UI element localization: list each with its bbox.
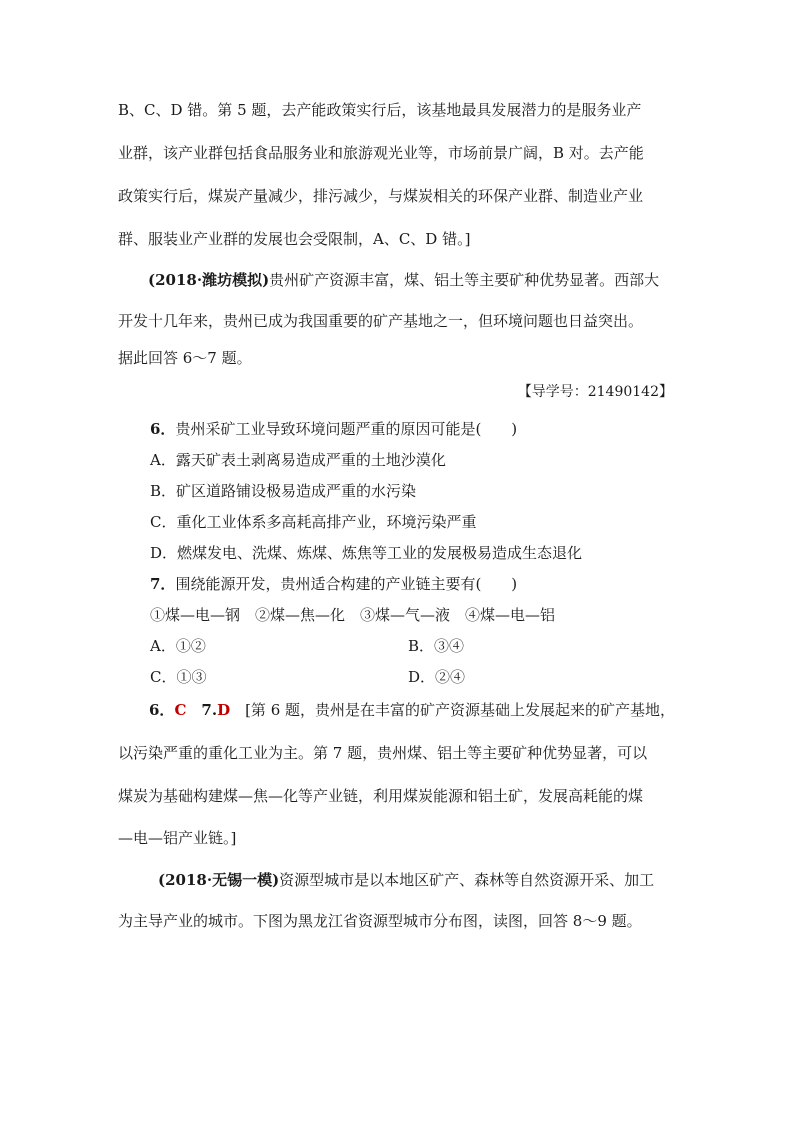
question-7-option-c: C．①③ — [150, 668, 207, 686]
answer-text-1: [第 6 题，贵州是在丰富的矿产资源基础上发展起来的矿产基地， — [245, 701, 676, 719]
explanation-line-4: 群、服装业产业群的发展也会受限制，A、C、D 错。] — [118, 230, 471, 248]
question-7-stem: 围绕能源开发，贵州适合构建的产业链主要有( ) — [175, 575, 518, 593]
explanation-line-3: 政策实行后，煤炭产量减少，排污减少，与煤炭相关的环保产业群、制造业产业 — [118, 187, 644, 205]
explanation-line-1: B、C、D 错。第 5 题，去产能政策实行后，该基地最具发展潜力的是服务业产 — [118, 101, 642, 119]
intro2-line-2: 为主导产业的城市。下图为黑龙江省资源型城市分布图，读图，回答 8～9 题。 — [118, 912, 642, 930]
question-6 — [150, 414, 517, 445]
answer-line-3: 煤炭为基础构建煤—焦—化等产业链，利用煤炭能源和铝土矿，发展高耗能的煤 — [118, 787, 644, 805]
question-7-options-row-1 — [150, 631, 465, 662]
answer-line-1 — [118, 692, 676, 728]
answer-7-label: 7. — [201, 701, 218, 719]
intro-line-3: 据此回答 6～7 题。 — [118, 349, 252, 367]
question-7 — [150, 569, 517, 600]
study-number: 【导学号：21490142】 — [517, 384, 673, 400]
intro-line-1 — [118, 262, 676, 298]
question-6-option-d: D．燃煤发电、洗煤、炼煤、炼焦等工业的发展极易造成生态退化 — [150, 544, 583, 562]
answer-line-4: —电—铝产业链。] — [118, 829, 237, 847]
intro-source: (2018·潍坊模拟) — [148, 271, 270, 289]
answer-6-value: C — [174, 701, 187, 719]
intro2-text-1: 资源型城市是以本地区矿产、森林等自然资源开采、加工 — [279, 871, 655, 889]
question-7-number: 7． — [150, 575, 176, 593]
question-7-option-b: B．③④ — [408, 637, 465, 655]
intro-line-2: 开发十几年来，贵州已成为我国重要的矿产基地之一，但环境问题也日益突出。 — [118, 312, 644, 330]
question-6-stem: 贵州采矿工业导致环境问题严重的原因可能是( ) — [175, 420, 518, 438]
question-6-option-c: C．重化工业体系多高耗高排产业，环境污染严重 — [150, 513, 477, 531]
question-6-option-b: B．矿区道路铺设极易造成严重的水污染 — [150, 482, 417, 500]
intro2-source: (2018·无锡一模) — [158, 871, 280, 889]
question-6-number: 6． — [150, 420, 176, 438]
question-7-options-row-2 — [150, 662, 466, 693]
question-7-chains: ①煤—电—钢 ②煤—焦—化 ③煤—气—液 ④煤—电—铝 — [150, 606, 556, 624]
intro-text-1: 贵州矿产资源丰富，煤、铝土等主要矿种优势显著。西部大 — [269, 271, 660, 289]
question-7-option-a: A．①② — [150, 637, 206, 655]
question-7-option-d: D．②④ — [408, 668, 466, 686]
answer-7-value: D — [217, 701, 231, 719]
intro2-line-1 — [158, 862, 716, 898]
answer-6-label: 6． — [149, 701, 175, 719]
answer-line-2: 以污染严重的重化工业为主。第 7 题，贵州煤、铝土等主要矿种优势显著，可以 — [118, 744, 648, 762]
question-6-option-a: A．露天矿表土剥离易造成严重的土地沙漠化 — [150, 451, 446, 469]
explanation-line-2: 业群，该产业群包括食品服务业和旅游观光业等，市场前景广阔，B 对。去产能 — [118, 144, 644, 162]
